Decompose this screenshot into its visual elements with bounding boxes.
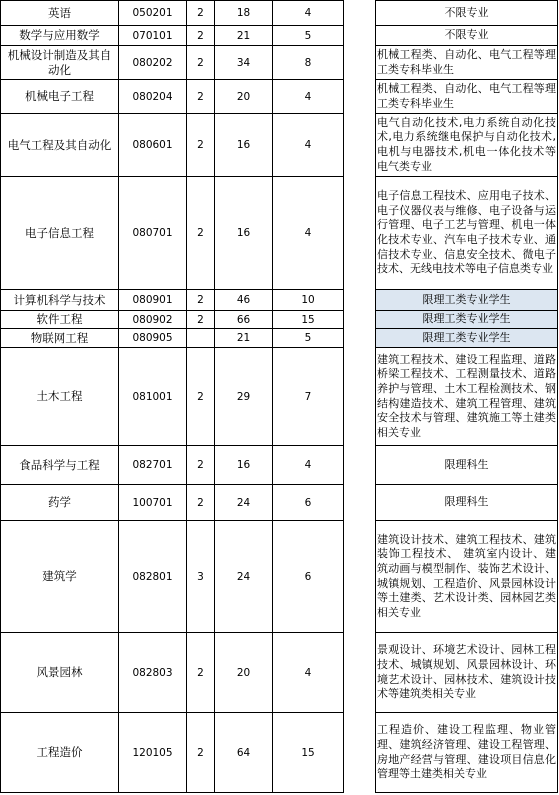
table-row (376, 446, 558, 485)
table-row (1, 311, 344, 329)
requirement-cell: 景观设计、环境艺术设计、园林工程技术、城镇规划、风景园林设计、环境艺术设计、园林技术、建筑设计技术等建筑类相关专业 (376, 633, 558, 713)
major-name: 药学 (1, 485, 119, 521)
major-code: 070101 (119, 26, 187, 46)
major-name: 土木工程 (1, 348, 119, 446)
total-count: 18 (215, 1, 273, 26)
major-code: 080901 (119, 290, 187, 311)
study-years: 2 (187, 26, 215, 46)
plan-count: 15 (273, 311, 344, 329)
requirement-cell: 限理工类专业学生 (376, 311, 558, 329)
requirement-cell: 限理科生 (376, 446, 558, 485)
total-count: 20 (215, 80, 273, 114)
table-row (376, 46, 558, 80)
requirement-cell: 建筑设计技术、建筑工程技术、建筑装饰工程技术、 建筑室内设计、建筑动画与模型制作、装饰艺术设计、城镇规划、工程造价、风景园林设计等土建类、艺术设计类、园林园艺类相关专业 (376, 521, 558, 633)
major-name: 英语 (1, 1, 119, 26)
table-row (1, 348, 344, 446)
table-row (1, 446, 344, 485)
plan-count: 10 (273, 290, 344, 311)
major-code: 080601 (119, 114, 187, 177)
total-count: 21 (215, 329, 273, 348)
plan-count: 15 (273, 713, 344, 793)
major-code: 120105 (119, 713, 187, 793)
study-years: 2 (187, 114, 215, 177)
table-row (1, 521, 344, 633)
requirement-cell: 工程造价、建设工程监理、物业管理、建筑经济管理、建设工程管理、房地产经营与管理、建设项目信息化管理等土建类相关专业 (376, 713, 558, 793)
major-name: 食品科学与工程 (1, 446, 119, 485)
total-count: 29 (215, 348, 273, 446)
major-code: 082701 (119, 446, 187, 485)
study-years: 2 (187, 1, 215, 26)
table-row (1, 46, 344, 80)
plan-count: 6 (273, 485, 344, 521)
total-count: 16 (215, 446, 273, 485)
table-row (1, 177, 344, 290)
requirement-cell: 电气自动化技术,电力系统自动化技术,电力系统继电保护与自动化技术,电机与电器技术,机电一体化技术等电气类专业 (376, 114, 558, 177)
plan-count: 4 (273, 1, 344, 26)
table-row (1, 329, 344, 348)
major-name: 电子信息工程 (1, 177, 119, 290)
plan-count: 4 (273, 446, 344, 485)
plan-count: 4 (273, 177, 344, 290)
total-count: 16 (215, 177, 273, 290)
plan-count: 5 (273, 329, 344, 348)
table-row (1, 114, 344, 177)
plan-count: 4 (273, 633, 344, 713)
study-years: 2 (187, 177, 215, 290)
major-name: 数学与应用数学 (1, 26, 119, 46)
study-years (187, 329, 215, 348)
table-row (1, 290, 344, 311)
major-code: 080902 (119, 311, 187, 329)
study-years: 2 (187, 485, 215, 521)
table-row (1, 26, 344, 46)
requirement-cell: 建筑工程技术、建设工程监理、道路桥梁工程技术、工程测量技术、道路养护与管理、土木工程检测技术、钢结构建造技术、建筑工程管理、建筑安全技术与管理、建筑施工等土建类相关专业 (376, 348, 558, 446)
total-count: 64 (215, 713, 273, 793)
table-row (376, 80, 558, 114)
requirements-table (375, 0, 558, 793)
total-count: 66 (215, 311, 273, 329)
table-row (376, 521, 558, 633)
table-row (376, 329, 558, 348)
table-row (376, 114, 558, 177)
requirement-cell: 限理工类专业学生 (376, 329, 558, 348)
major-name: 风景园林 (1, 633, 119, 713)
table-row (1, 1, 344, 26)
major-code: 082803 (119, 633, 187, 713)
major-name: 机械设计制造及其自动化 (1, 46, 119, 80)
major-code: 081001 (119, 348, 187, 446)
study-years: 2 (187, 713, 215, 793)
study-years: 2 (187, 446, 215, 485)
major-name: 物联网工程 (1, 329, 119, 348)
requirement-cell: 限理科生 (376, 485, 558, 521)
study-years: 2 (187, 633, 215, 713)
major-code: 080905 (119, 329, 187, 348)
table-row (1, 633, 344, 713)
plan-count: 8 (273, 46, 344, 80)
study-years: 2 (187, 46, 215, 80)
table-row (1, 485, 344, 521)
requirement-cell: 不限专业 (376, 1, 558, 26)
major-name: 计算机科学与技术 (1, 290, 119, 311)
major-name: 软件工程 (1, 311, 119, 329)
plan-count: 7 (273, 348, 344, 446)
major-name: 机械电子工程 (1, 80, 119, 114)
table-row (1, 80, 344, 114)
major-name: 工程造价 (1, 713, 119, 793)
major-code: 080204 (119, 80, 187, 114)
major-name: 建筑学 (1, 521, 119, 633)
major-code: 080202 (119, 46, 187, 80)
total-count: 46 (215, 290, 273, 311)
study-years: 2 (187, 290, 215, 311)
major-code: 050201 (119, 1, 187, 26)
plan-count: 6 (273, 521, 344, 633)
table-row (376, 177, 558, 290)
study-years: 2 (187, 348, 215, 446)
major-code: 100701 (119, 485, 187, 521)
major-name: 电气工程及其自动化 (1, 114, 119, 177)
table-row (1, 713, 344, 793)
table-row (376, 26, 558, 46)
table-row (376, 348, 558, 446)
total-count: 34 (215, 46, 273, 80)
study-years: 3 (187, 521, 215, 633)
table-row (376, 633, 558, 713)
requirement-cell: 电子信息工程技术、应用电子技术、电子仪器仪表与维修、电子设备与运行管理、电子工艺与管理、机电一体化技术专业、汽车电子技术专业、通信技术专业、信息安全技术、微电子技术、无线电技术等电子信息类专业 (376, 177, 558, 290)
requirement-cell: 机械工程类、自动化、电气工程等理工类专科毕业生 (376, 46, 558, 80)
table-row (376, 311, 558, 329)
total-count: 21 (215, 26, 273, 46)
total-count: 24 (215, 485, 273, 521)
total-count: 20 (215, 633, 273, 713)
table-row (376, 713, 558, 793)
major-code: 080701 (119, 177, 187, 290)
plan-count: 4 (273, 80, 344, 114)
requirement-cell: 限理工类专业学生 (376, 290, 558, 311)
major-code: 082801 (119, 521, 187, 633)
table-row (376, 485, 558, 521)
table-row (376, 1, 558, 26)
requirement-cell: 机械工程类、自动化、电气工程等理工类专科毕业生 (376, 80, 558, 114)
total-count: 24 (215, 521, 273, 633)
requirement-cell: 不限专业 (376, 26, 558, 46)
plan-count: 5 (273, 26, 344, 46)
study-years: 2 (187, 311, 215, 329)
study-years: 2 (187, 80, 215, 114)
table-row (376, 290, 558, 311)
total-count: 16 (215, 114, 273, 177)
plan-count: 4 (273, 114, 344, 177)
